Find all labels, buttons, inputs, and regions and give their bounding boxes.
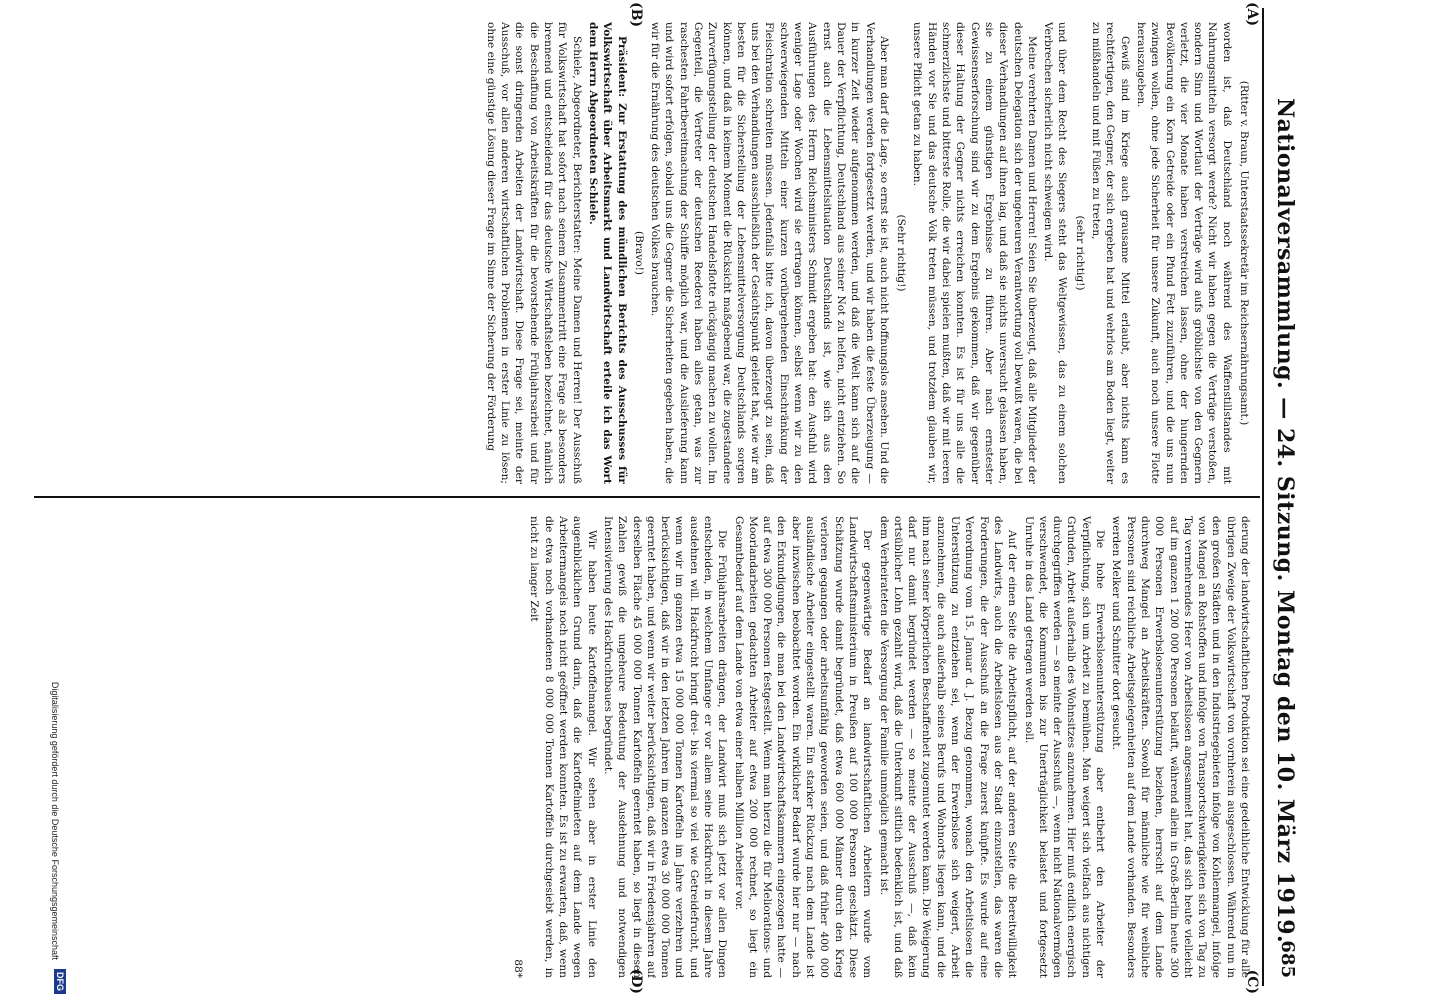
paragraph: Wir haben heute Kartoffelmangel. Wir sehen aber in erster Linie den augenblicklichen Grund darin, daß die Kartoffelmieten auf dem Lande wegen Arbeitermangels noch nicht geöffnet werden konnten. Es ist zu erwarten, daß, wenn die etwa noch vorhandenen 8 000 000 Tonnen Kartoffeln durchgesiebt werden, in nicht zu langer Zeit xyxy=(528,516,598,978)
margin-letter-c: (C) xyxy=(1244,969,1260,994)
interjection: (sehr richtig!) xyxy=(1073,215,1086,291)
paragraph: Der gegenwärtige Bedarf an landwirtschaftlichen Arbeitern wurde vom Landwirtschaftsministerium in Preußen auf 100 000 Personen geschätzt. Diese Schätzung wurde damit begründet, daß etwa 600 000 Männer durch den Krieg verloren gegangen oder arbeitsunfähig geworden seien, und daß früher 400 000 ausländische Arbeiter eingestellt waren. Ein starker Rückzug nach dem Lande ist aber inzwischen beobachtet worden. Ein wirklicher Bedarf wurde hier nur — nach den Erkundigungen, die man bei den Landwirtschaftskammern eingezogen hatte — auf etwa 300 000 Personen festgestellt. Wenn man hierzu die für Meliorations- und Moorlandarbeiten gedachten Arbeiter auf etwa 200 000 rechnet, so liegt ein Gesamtbedarf auf dem Lande von etwa einer halben Million Arbeiter vor. xyxy=(732,516,874,978)
paragraph-schiele: Schiele, Abgeordneter, Berichterstatter: Meine Damen und Herren! Der Ausschuß für Volkswirtschaft hat sofort nach seinem Zusammentritt eine Frage als besonders brennend und entscheidend für das deutsche Wirtschaftsleben bezeichnet, nämlich die Beschaffung von Arbeitskräften für die bevorstehende Frühjahrsarbeit und für die sonst dringenden Arbeiten der Landwirtschaft. Diese Frage sei, meinte der Ausschuß, vor allen anderen wirtschaftlichen Problemen in erster Linie zu lösen; ohne eine günstige Lösung dieser Frage im Sinne der Sicherung der Förderung xyxy=(484,22,583,484)
scanned-document-page xyxy=(14,2,1304,994)
dfg-logo-icon: DFG xyxy=(54,969,66,994)
paragraph: Meine verehrten Damen und Herren! Seien Sie überzeugt, daß alle Mitglieder der deutschen Delegation sich der ungeheuren Verantwortung voll bewußt waren, die bei dieser Verhandlungen auf ihnen lag, und daß sie nichts unversucht gelassen haben, sie zu einem günstigen Ergebnisse zu führen. Aber nach ernstester Gewissenserforschung sind wir zu dem Ergebnis gekommen, daß wir gegenüber dieser Haltung der Gegner nichts erreichen konnten. Es ist für uns alle die schmerzlichste und bitterste Rolle, die wir dabei spielen mußten, daß wir mit leeren Händen vor Sie und das deutsche Volk treten müssen, und trotzdem glauben wir, unsere Pflicht getan zu haben. xyxy=(911,22,1038,484)
page-footer xyxy=(0,0,120,1000)
paragraph: Die Frühjahrsarbeiten drängen, der Landwirt muß sich jetzt vor allen Dingen entscheiden, in welchem Umfange er vor allem seine Hackfrucht in diesem Jahre ausdehnen will. Hackfrucht bringt drei- bis viermal so viel wie Getreidefrucht, und wenn wir im ganzen etwa 15 000 000 Tonnen Kartoffeln im Jahre verzehren und berücksichtigen, daß wir in den letzten Jahren im ganzen etwa 30 000 000 Tonnen geerntet haben, und wenn wir weiter berücksichtigen, daß wir in Friedensjahren auf derselben Fläche 45 000 000 Tonnen Kartoffeln geerntet haben, so liegt in diesen Zahlen gewiß die ungeheure Bedeutung der Ausdehnung und notwendigen Intensivierung des Hackfruchtbaues begründet. xyxy=(601,516,729,978)
margin-letter-d: (D) xyxy=(628,968,644,994)
interjection: (Bravo!) xyxy=(632,230,645,276)
paragraph: Gewiß sind im Kriege auch grausame Mittel erlaubt, aber nichts kann es rechtfertigen, den Gegner, der sich ergeben hat und wehrlos am Boden liegt, weiter zu mißhandeln und mit Füßen zu treten, xyxy=(1090,22,1131,484)
paragraph: derung der landwirtschaftlichen Produktion sei eine gedeihliche Entwicklung für alle übrigen Zweige der Volkswirtschaft von vornherein ausgeschlossen. Während nun in den großen Städten und in den Industriegebieten infolge von Kohlenmangel, infolge von Mangel an Rohstoffen und infolge von Transportschwierigkeiten sich von Tag zu Tag vermehrendes Heer von Arbeitslosen angesammelt hat, das sich heute vielleicht auf im ganzen 1 200 000 Personen beläuft, während allein in Groß-Berlin heute 300 000 Personen Erwerbslosenunterstützung beziehen, herrscht auf dem Lande durchweg Mangel an Arbeitskräften. Sowohl für männliche wie für weibliche Personen sind reichliche Arbeitsgelegenheiten auf dem Lande vorhanden. Besonders werden Melker und Schnitter dort gesucht. xyxy=(1110,516,1251,978)
interjection: (Sehr richtig!) xyxy=(895,214,908,292)
speaker-line: (Ritter v. Braun, Unterstaatssekretär im Reichsernährungsamt.) xyxy=(1238,80,1250,426)
digitization-credit: Digitalisierung gefördert durch die Deutsche Forschungsgemeinschaft xyxy=(50,681,60,960)
right-text-column xyxy=(32,516,1252,978)
page-header xyxy=(1262,8,1304,986)
paragraph: Die hohe Erwerbslosenunterstützung aber entbehrt den Arbeiter der Verpflichtung, sich um Arbeit zu bemühen. Man weigert sich vielfach aus nichtigen Gründen, Arbeit außerhalb des Wohnsitzes anzunehmen. Hier muß endlich energisch durchgegriffen werden — so meinte der Ausschuß —, wenn nicht Nationalvermögen verschwendet, die Kommunen bis zur Unerträglichkeit belastet und fortgesetzt Unruhe in das Land getragen werden soll. xyxy=(1022,516,1107,978)
page-number: 685 xyxy=(1277,940,1298,978)
margin-letter-a: (A) xyxy=(1244,2,1260,27)
margin-letter-b: (B) xyxy=(628,2,644,28)
paragraph-president: Präsident: Zur Erstattung des mündlichen Berichts des Ausschusses für Volkswirtschaft über Arbeitsmarkt und Landwirtschaft erteile ich das Wort dem Herrn Abgeordneten Schiele. xyxy=(586,22,628,484)
signature-mark: 88* xyxy=(512,959,525,978)
paragraph: Aber man darf die Lage, so ernst sie ist, auch nicht hoffnungslos ansehen. Und die Verhandlungen werden fortgesetzt werden, und wir haben die feste Überzeugung — in kurzer Zeit wieder aufgenommen werden, und daß die Welt kann sich auf die Dauer der Verpflichtung, Deutschland aus seiner Not zu helfen, nicht entziehen. So ernst auch die Lebensmittelsituation Deutschlands ist, wie sich aus den Ausführungen des Herrn Reichsministers Schmidt ergeben hat: den Ausfuhl wird weniger Lage oder Wochen wird sie ertragen können, selbst wenn wir zu den schwerwiegenden Mitteln einer kurzen vorübergehenden Einschränkung der Fleischration schreiten müssen. Jedenfalls bitte ich, davon überzeugt zu sein, daß uns bei den Verhandlungen ausschließlich der Gesichtspunkt geleitet hat, wie wir am besten für die Sicherstellung der Lebensmittelversorgung Deutschlands sorgen können, und daß in keinem Moment die Rücksicht maßgebend war, die zugestandene Zurverfügungstellung der deutschen Handelsflotte rückgängig machen zu wollen. Im Gegenteil, die Vertreter der deutschen Reederei haben alles getan, was zur raschesten Fahrtbereitmachung der Schiffe möglich war, und die Auslieferung kann und wird sofort erfolgen, sobald uns die Gegner die Sicherheiten gegeben haben, die wir für die Ernährung des deutschen Volkes brauchen. xyxy=(649,22,890,484)
column-divider xyxy=(34,496,1260,498)
paragraph: Auf der einen Seite die Arbeitspflicht, auf der anderen Seite die Bereitwilligkeit des Landwirts, auch die Arbeitslosen aus der Stadt einzustellen, das waren die Forderungen, die der Ausschuß an die Frage zuerst knüpfte. Es wurde auf eine Verordnung vom 15. Januar d. J. Bezug genommen, wonach den Arbeitslosen die Unterstützung zu entziehen sei, wenn der Erwerbslose sich weigert, Arbeit anzunehmen, die auch außerhalb seines Berufs und Wohnorts liegen kann, und die ihm nach seiner körperlichen Beschaffenheit zugemutet werden kann. Die Weigerung darf nur damit begründet werden — so meinte der Ausschuß —, daß kein ortsüblicher Lohn gezahlt wird, daß die Unterkunft sittlich bedenklich ist, und daß dem Verheirateten die Versorgung der Familie unmöglich gemacht ist. xyxy=(877,516,1019,978)
left-text-column xyxy=(32,22,1252,484)
page-title: Nationalversammlung. — 24. Sitzung. Montag den 10. März 1919. xyxy=(1272,98,1298,944)
paragraph: und über dem Recht des Siegers steht das Weltgewissen, das zu einem solchen Verbrechen sicherlich nicht schweigen wird. xyxy=(1042,22,1069,484)
paragraph: worden ist, daß Deutschland noch während des Waffenstillstandes mit Nahrungsmitteln versorgt werde? Nicht wir haben gegen die Verträge verstoßen, sondern Sinn und Wortlaut der Verträge wird aufs gröblichste von den Gegnern verletzt, die vier Monate haben verstreichen lassen, ohne der hungernden Bevölkerung ein Korn Getreide oder ein Pfund Fett zuzuführen, und die uns nun zwingen wollen, ohne jede Sicherheit für unsere Zukunft, auch noch unsere Flotte herauszugeben. xyxy=(1134,22,1233,484)
